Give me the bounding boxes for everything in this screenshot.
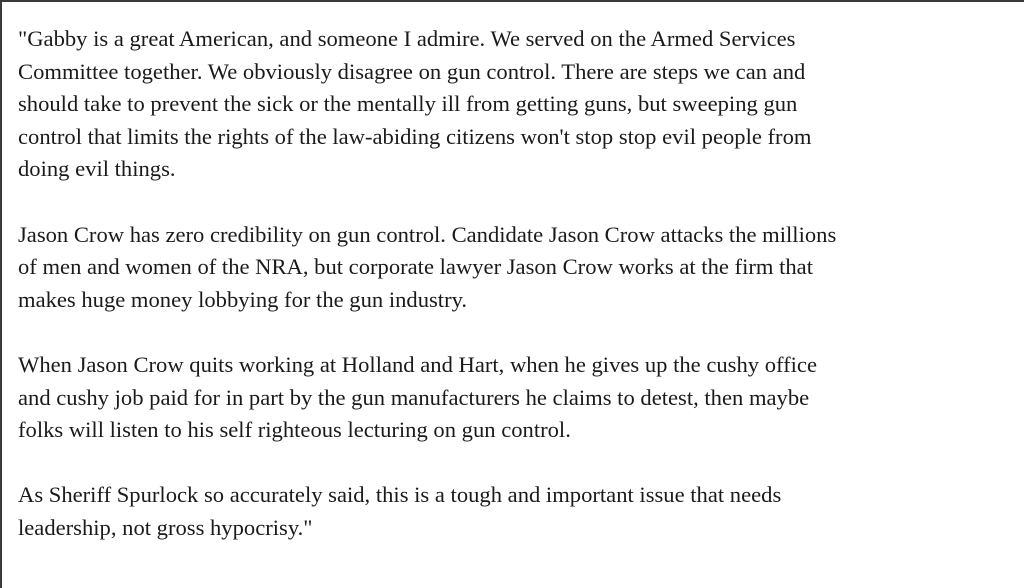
paragraph-4 xyxy=(18,479,1018,544)
text-line: and cushy job paid for in part by the gun manufacturers he claims to detest, then maybe xyxy=(18,384,810,410)
paragraph-3 xyxy=(18,349,1018,447)
text-line: Committee together. We obviously disagree on gun control. There are steps we can and xyxy=(18,58,806,84)
text-line: Jason Crow has zero credibility on gun control. Candidate Jason Crow attacks the millions xyxy=(18,221,837,247)
text-line: As Sheriff Spurlock so accurately said, this is a tough and important issue that needs xyxy=(18,482,782,508)
text-line: "Gabby is a great American, and someone I admire. We served on the Armed Services xyxy=(18,26,796,51)
text-line: control that limits the rights of the law-abiding citizens won't stop stop evil people from xyxy=(18,123,812,149)
paragraph-2 xyxy=(18,219,1018,317)
text-line: folks will listen to his self righteous lecturing on gun control. xyxy=(18,417,571,443)
text-line: of men and women of the NRA, but corporate lawyer Jason Crow works at the firm that xyxy=(18,254,813,280)
text-line: leadership, not gross hypocrisy." xyxy=(18,514,313,540)
statement-text xyxy=(18,23,1018,545)
text-line: makes huge money lobbying for the gun industry. xyxy=(18,286,468,312)
text-line: should take to prevent the sick or the mentally ill from getting guns, but sweeping gun xyxy=(18,91,798,117)
text-line: doing evil things. xyxy=(18,156,176,182)
paragraph-1 xyxy=(18,23,1018,186)
text-line: When Jason Crow quits working at Holland and Hart, when he gives up the cushy office xyxy=(18,351,817,377)
